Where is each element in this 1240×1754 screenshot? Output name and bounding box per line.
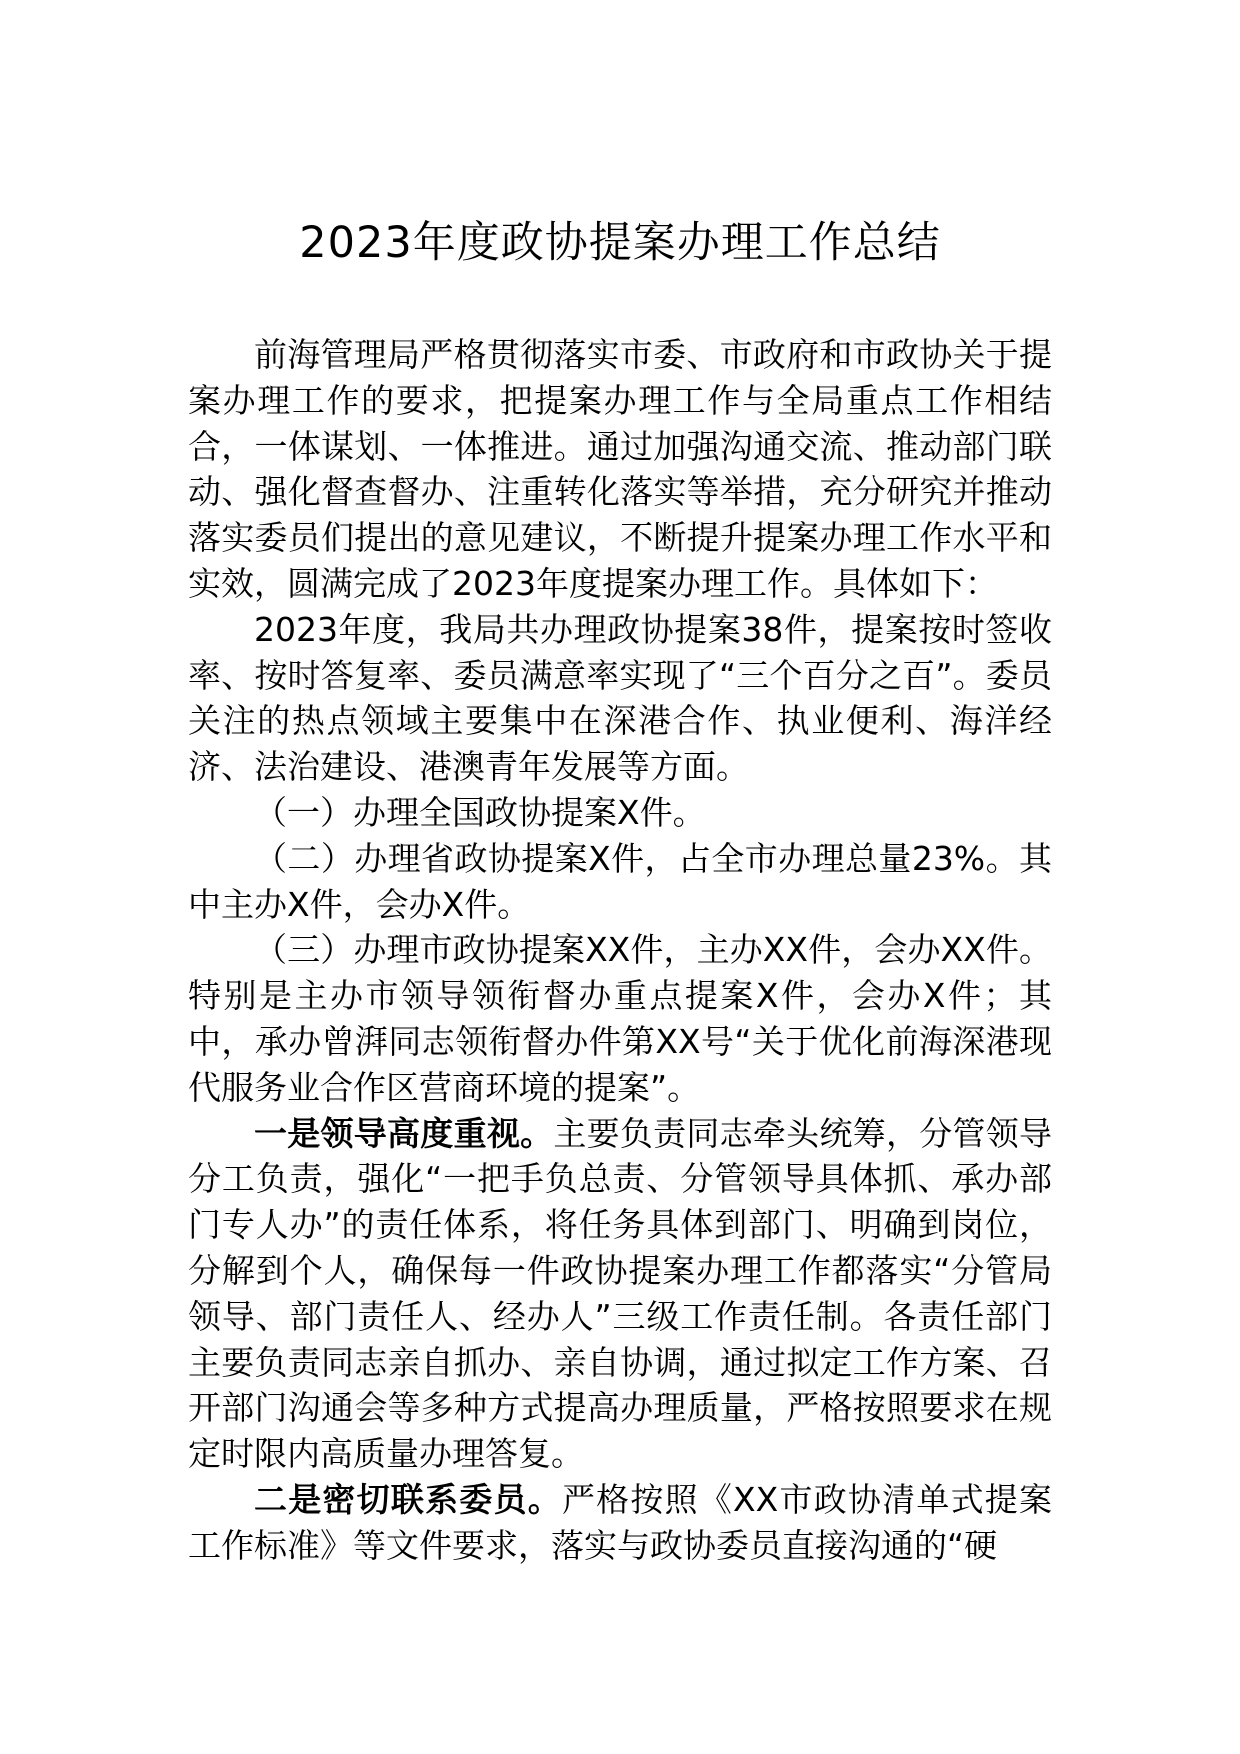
- paragraph-lead: 二是密切联系委员。: [254, 1479, 562, 1519]
- paragraph-lead: 一是领导高度重视。: [254, 1113, 554, 1153]
- paragraph-overview: [188, 607, 1052, 790]
- paragraph-text: （二）办理省政协提案X件，占全市办理总量23%。其中主办X件，会办X件。: [188, 838, 1052, 924]
- paragraph-text: 2023年度，我局共办理政协提案38件，提案按时签收率、按时答复率、委员满意率实现了“三个百分之百”。委员关注的热点领域主要集中在深港合作、执业便利、海洋经济、法治建设、港澳青年发展等方面。: [188, 609, 1052, 787]
- paragraph-intro: [188, 332, 1052, 607]
- paragraph-item-municipal: [188, 927, 1052, 1110]
- paragraph-text: 严格按照《XX市政协清单式提案工作标准》等文件要求，落实与政协委员直接沟通的“硬: [188, 1479, 1053, 1565]
- paragraph-text: 主要负责同志牵头统筹，分管领导分工负责，强化“一把手负总责、分管领导具体抓、承办部门专人办”的责任体系，将任务具体到部门、明确到岗位，分解到个人，确保每一件政协提案办理工作都落实“分管局领导、部门责任人、经办人”三级工作责任制。各责任部门主要负责同志亲自抓办、亲自协调，通过拟定工作方案、召开部门沟通会等多种方式提高办理质量，严格按照要求在规定时限内高质量办理答复。: [188, 1113, 1053, 1474]
- paragraph-text: （三）办理市政协提案XX件，主办XX件，会办XX件。特别是主办市领导领衔督办重点提案X件，会办X件；其中，承办曾湃同志领衔督办件第XX号“关于优化前海深港现代服务业合作区营商环境的提案”。: [188, 930, 1052, 1107]
- paragraph-text: （一）办理全国政协提案X件。: [254, 792, 706, 832]
- paragraph-text: 前海管理局严格贯彻落实市委、市政府和市政协关于提案办理工作的要求，把提案办理工作与全局重点工作相结合，一体谋划、一体推进。通过加强沟通交流、推动部门联动、强化督查督办、注重转化落实等举措，充分研究并推动落实委员们提出的意见建议，不断提升提案办理工作水平和实效，圆满完成了2023年度提案办理工作。具体如下：: [188, 335, 1052, 603]
- document-body: [188, 332, 1052, 1569]
- paragraph-item-provincial: [188, 836, 1052, 928]
- paragraph-contact: [188, 1477, 1052, 1569]
- paragraph-item-national: [188, 790, 1052, 836]
- paragraph-leadership: [188, 1111, 1052, 1477]
- document-title: 2023年度政协提案办理工作总结: [299, 218, 941, 268]
